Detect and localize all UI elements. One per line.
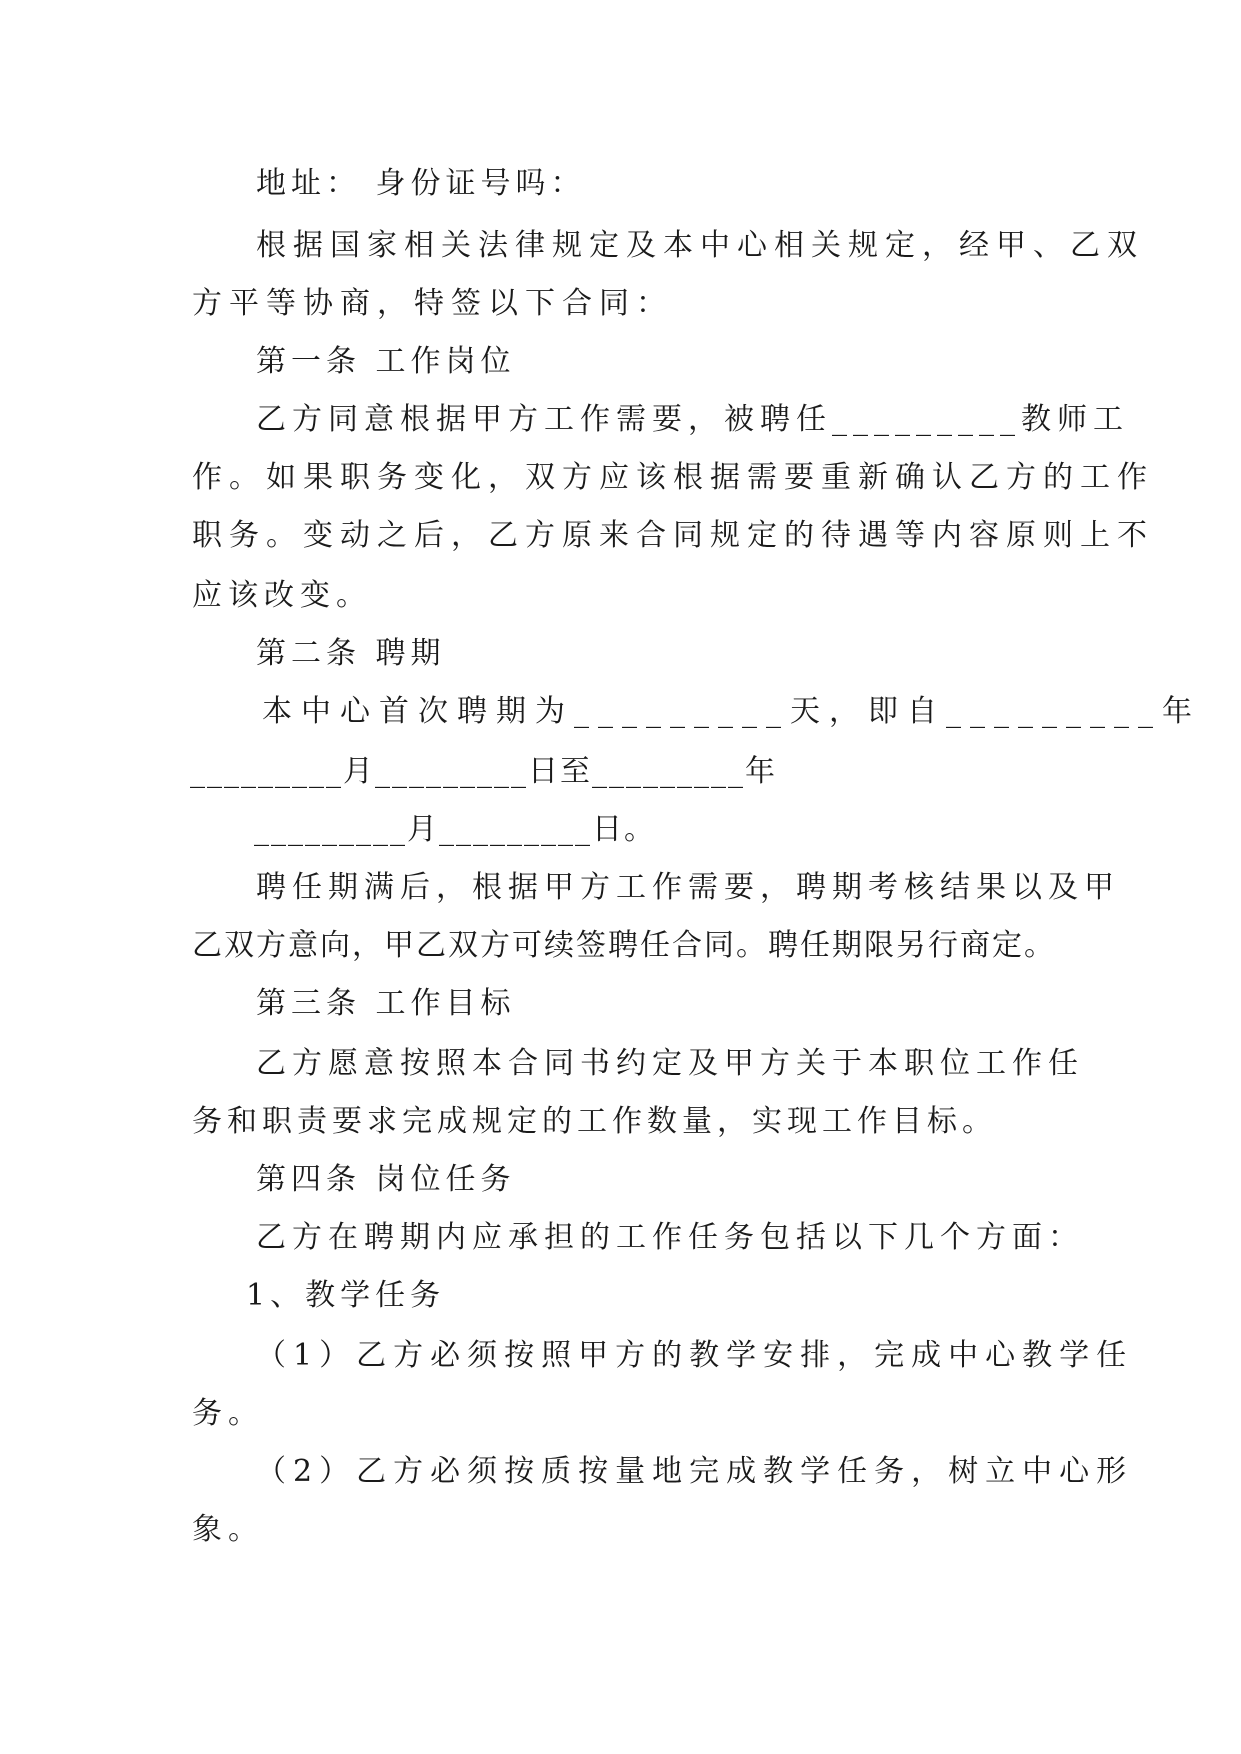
article-2-term-line-2: _________月_________日至_________年 bbox=[190, 754, 777, 789]
teaching-task-heading: 1、教学任务 bbox=[246, 1278, 446, 1313]
article-2-renewal-line-2: 乙双方意向，甲乙双方可续签聘任合同。聘任期限另行商定。 bbox=[192, 928, 1056, 963]
article-1-text-line-2: 作。如果职务变化，双方应该根据需要重新确认乙方的工作 bbox=[192, 460, 1154, 495]
task-item-2-line-2: 象。 bbox=[192, 1512, 264, 1547]
article-1-text-line-4: 应该改变。 bbox=[192, 578, 372, 613]
article-2-term-line-1: 本中心首次聘期为_________天，即自_________年 bbox=[262, 694, 1201, 729]
article-2-renewal-line-1: 聘任期满后，根据甲方工作需要，聘期考核结果以及甲 bbox=[256, 870, 1120, 905]
preamble-line-1: 根据国家相关法律规定及本中心相关规定，经甲、乙双 bbox=[256, 228, 1144, 263]
task-item-1-line-2: 务。 bbox=[192, 1396, 264, 1431]
article-3-text-line-1: 乙方愿意按照本合同书约定及甲方关于本职位工作任 bbox=[256, 1046, 1084, 1081]
task-item-1-line-1: （1）乙方必须按照甲方的教学安排，完成中心教学任 bbox=[256, 1338, 1134, 1373]
preamble-line-2: 方平等协商，特签以下合同： bbox=[192, 286, 673, 321]
article-1-text-line-1: 乙方同意根据甲方工作需要，被聘任_________教师工 bbox=[256, 402, 1129, 437]
article-4-heading: 第四条 岗位任务 bbox=[256, 1162, 516, 1197]
task-item-2-line-1: （2）乙方必须按质按量地完成教学任务，树立中心形 bbox=[256, 1454, 1134, 1489]
article-3-text-line-2: 务和职责要求完成规定的工作数量，实现工作目标。 bbox=[192, 1104, 997, 1139]
article-2-heading: 第二条 聘期 bbox=[256, 636, 446, 671]
article-3-heading: 第三条 工作目标 bbox=[256, 986, 516, 1021]
article-1-text-line-3: 职务。变动之后，乙方原来合同规定的待遇等内容原则上不 bbox=[192, 518, 1154, 553]
article-2-term-line-3: _________月_________日。 bbox=[254, 812, 656, 847]
article-1-heading: 第一条 工作岗位 bbox=[256, 344, 516, 379]
article-4-intro: 乙方在聘期内应承担的工作任务包括以下几个方面： bbox=[256, 1220, 1084, 1255]
address-id-line: 地址： 身份证号吗： bbox=[256, 166, 586, 201]
